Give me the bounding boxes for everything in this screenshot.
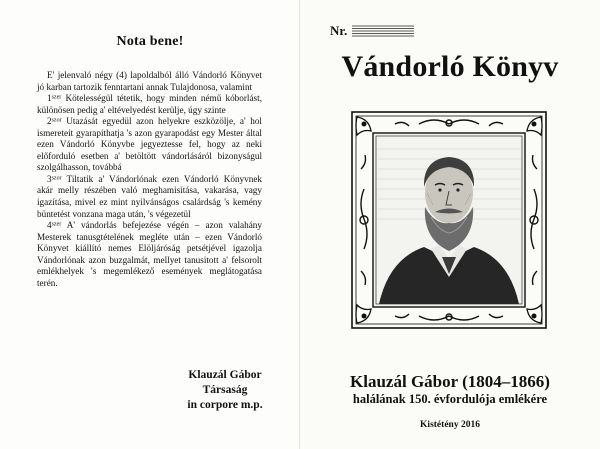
book-title: Vándorló Könyv — [341, 50, 559, 83]
item-paragraph-3 — [37, 174, 262, 220]
item-number: 1 — [47, 93, 52, 104]
signature-block — [170, 368, 280, 413]
item-paragraph-1 — [37, 93, 262, 116]
nota-bene-text — [37, 70, 262, 289]
item-ordinal: szor — [51, 175, 62, 182]
item-paragraph-4 — [37, 220, 262, 289]
intro-paragraph: E' jelenvaló négy (4) lapoldalból álló Vándorló Könyvet jó karban tartozik fenntartani annak Tulajdonosa, valamint — [37, 70, 262, 92]
number-fill-lines — [352, 25, 414, 39]
subtitle-name-dates: Klauzál Gábor (1804–1866) — [350, 372, 550, 391]
signature-line-1: Klauzál Gábor — [188, 369, 262, 381]
ornamental-frame — [349, 109, 549, 331]
place-and-year: Kistétény 2016 — [420, 420, 480, 430]
item-text: Kötelességül tétetik, hogy minden némű kóborlást, különösen pedig a' eltévelyedést kerülje, úgy szinte — [37, 93, 262, 115]
item-number: 2 — [47, 116, 52, 127]
subtitle-anniversary: halálának 150. évfordulója emlékére — [352, 392, 548, 406]
item-number: 3 — [47, 173, 52, 184]
item-text: Utazását egyedül azon helyekre eszközölje, a' hol ismereteit gyarapíthatja 's azon gyarapodást egy Mester által ezen Vándorló Könyvbe jegyeztesse fel, hogy az neki előforduló esetben a' betöltött vándorlásáról bizonyságul szolgálhasson, továbbá — [37, 116, 262, 173]
item-ordinal: szer — [51, 221, 62, 228]
item-text: Tiltatik a' Vándorlónak ezen Vándorló Könyvnek akár melly részében való meghamisítása, vakarása, vagy igazítása, mivel ez mint nyilvánságos csalárdság 's kemény büntetést vonzana maga után, 's végezetül — [37, 173, 262, 219]
item-paragraph-2 — [37, 116, 262, 174]
portrait-frame — [349, 109, 549, 331]
signature-line-2: Társaság — [202, 384, 248, 396]
item-ordinal: szor — [51, 117, 62, 124]
signature-line-3: in corpore m.p. — [187, 399, 263, 411]
item-number: 4 — [47, 220, 52, 231]
nota-bene-title: Nota bene! — [116, 34, 184, 49]
item-ordinal: szer — [51, 94, 62, 101]
item-text: A' vándorlás befejezése végén – azon valahány Mesterek tanusgtételének megléte után – ezen Vándorló Könyvet kiállító nemes Elöljáróság petsétjével igazolja Vándorlónak azon buzgalmát, mellyet tanusitott a' felsorolt emlékhelyek 's megemlékező események meglátogatása terén. — [37, 220, 262, 288]
nr-label: Nr. — [330, 23, 348, 38]
